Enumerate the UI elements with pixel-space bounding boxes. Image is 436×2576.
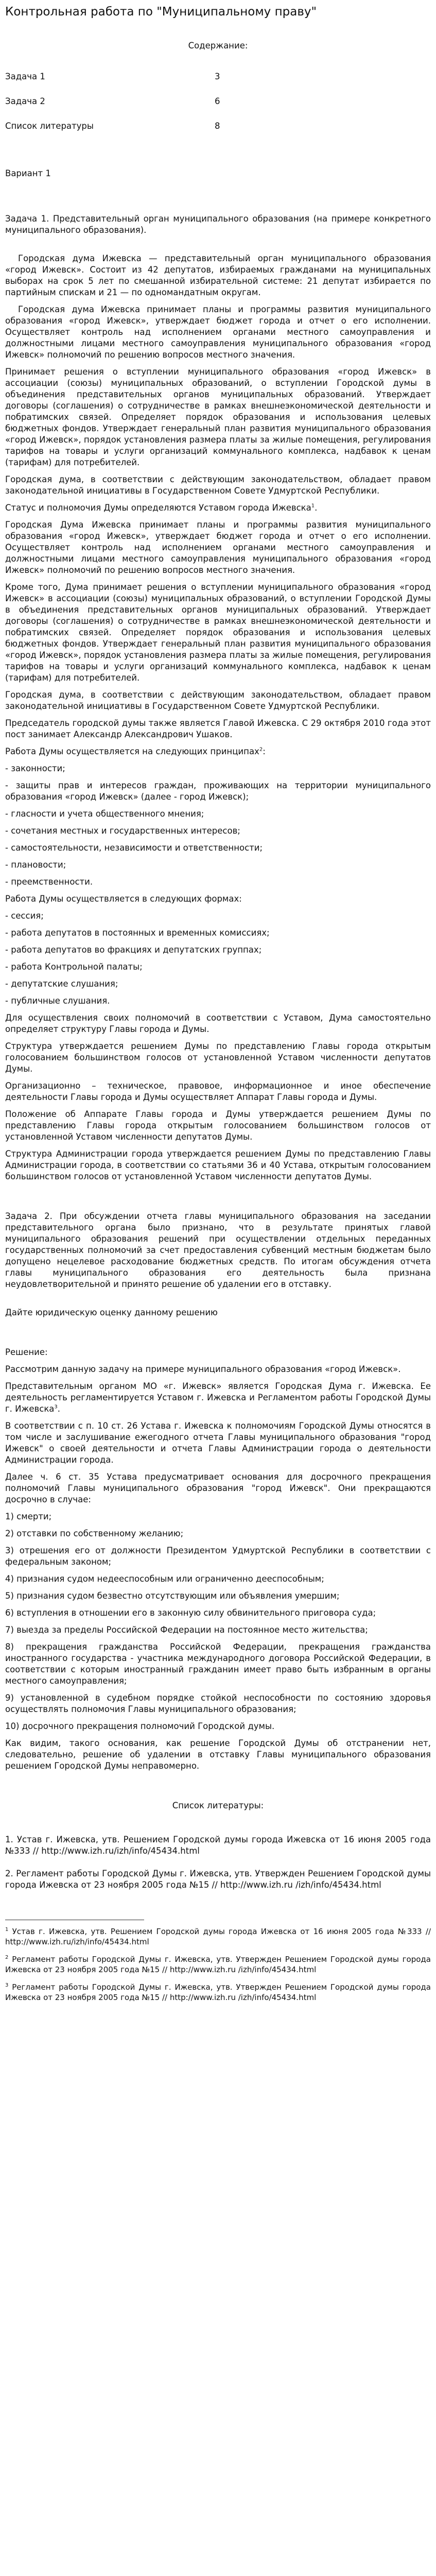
ground-item: 9) установленной в судебном порядке стойкой неспособности по состоянию здоровья осуществлять полномочия Главы муниципального образования; bbox=[5, 1693, 431, 1714]
task1-paragraph: Структура утверждается решением Думы по представлению Главы города открытым голосованием большинством голосов от установленной Уставом численности депутатов Думы. bbox=[5, 1041, 431, 1074]
principle-item: - защиты прав и интересов граждан, проживающих на территории муниципального образования «город Ижевск» (далее - город Ижевск); bbox=[5, 781, 431, 802]
footnote-number: 1 bbox=[5, 1927, 9, 1933]
ground-item: 1) смерти; bbox=[5, 1512, 52, 1521]
task1-statement: Задача 1. Представительный орган муниципального образования (на примере конкретного муниципального образования). bbox=[5, 214, 431, 235]
task1-paragraph: Принимает решения о вступлении муниципального образования «город Ижевск» в ассоциации (союзы) муниципальных образований, о вступлении Городской думы в объединения представительных органов муниципальных образований. Утверждает договоры (соглашения) о сотрудничестве в рамках внешнеэкономической деятельности и побратимских связей. Определяет порядок образования и использования целевых бюджетных фондов. Утверждает генеральный план развития муниципального образования «город Ижевск», порядок установления размера платы за жилые помещения, регулирования тарифов на товары и услуги организаций коммунального комплекса, надбавок к ценам (тарифам) для потребителей. bbox=[5, 367, 431, 467]
footnote bbox=[5, 1926, 431, 1947]
task1-paragraph: Городская дума Ижевска — представительный орган муниципального образования «город Ижевск». Состоит из 42 депутатов, избираемых гражданами на муниципальных выборах на срок 5 лет по смешанной избирательной системе: 21 депутат избирается по партийным спискам и 21 — по одномандатным округам. bbox=[5, 253, 431, 297]
ground-item: 7) выезда за пределы Российской Федерации на постоянное место жительства; bbox=[5, 1625, 368, 1635]
literature-heading: Список литературы: bbox=[172, 1801, 264, 1810]
footnote-number: 2 bbox=[5, 1955, 9, 1960]
task2-statement: Задача 2. При обсуждении отчета главы муниципального образования на заседании представительного органа было признано, что в результате принятых главой муниципального образования решений при осуществлении отдельных переданных государственных полномочий за счет предоставления субвенций местным бюджетам было допущено нецелевое расходование бюджетных средств. По итогам обсуждения отчета главы муниципального образования его деятельность была признана неудовлетворительной и принято решение об удалении его в отставку. bbox=[5, 1211, 431, 1289]
task2-paragraph: В соответствии с п. 10 ст. 26 Устава г. Ижевска к полномочиям Городской Думы относятся в том числе и заслушивание ежегодного отчета Главы муниципального образования "город Ижевск" о своей деятельности и отчета Главы Администрации города о деятельности Администрации города. bbox=[5, 1421, 431, 1465]
task2-paragraph-text: Представительным органом МО «г. Ижевск» является Городская Дума г. Ижевска. Ее деятельность регламентируется Уставом г. Ижевска и Регламентом работы Городской Думы г. Ижевска bbox=[5, 1381, 431, 1414]
task2-paragraph: Представительным органом МО «г. Ижевск» является Городская Дума г. Ижевска. Ее деятельность регламентируется Уставом г. Ижевска и Регламентом работы Городской Думы г. Ижевска$^3$. bbox=[5, 1381, 431, 1414]
task2-paragraph: Далее ч. 6 ст. 35 Устава предусматривает основания для досрочного прекращения полномочий Главы муниципального образования "город Ижевск". Они прекращаются досрочно в случае: bbox=[5, 1472, 431, 1504]
toc-row bbox=[5, 96, 431, 107]
toc-item-name: Список литературы bbox=[5, 121, 94, 131]
footnote-number: 3 bbox=[5, 1982, 9, 1988]
task1-paragraph: Положение об Аппарате Главы города и Думы утверждается решением Думы по представлению Главы города открытым голосованием большинством голосов от установленной Уставом численности депутатов Думы. bbox=[5, 1109, 431, 1142]
document-title: Контрольная работа по "Муниципальному праву" bbox=[5, 5, 317, 19]
task1-paragraph: Организационно – техническое, правовое, информационное и иное обеспечение деятельности Главы города и Думы осуществляет Аппарат Главы города и Думы. bbox=[5, 1081, 431, 1102]
ground-item: 5) признания судом безвестно отсутствующим или объявления умершим; bbox=[5, 1591, 340, 1601]
task1-paragraph-text: Статус и полномочия Думы определяются Уставом города Ижевска bbox=[5, 503, 311, 513]
task1-paragraph: Председатель городской думы также является Главой Ижевска. С 29 октября 2010 года этот пост занимает Александр Александрович Ушаков. bbox=[5, 718, 431, 739]
toc-row bbox=[5, 121, 431, 132]
task1-paragraph: Городская дума Ижевска принимает планы и программы развития муниципального образования «город Ижевск», утверждает бюджет города и отчет о его исполнении. Осуществляет контроль над исполнением органами местного самоуправления и должностными лицами местного самоуправления муниципального образования «город Ижевск» полномочий по решению вопросов местного значения. bbox=[5, 304, 431, 360]
form-item: - работа депутатов в постоянных и временных комиссиях; bbox=[5, 928, 270, 938]
task2-question: Дайте юридическую оценку данному решению bbox=[5, 1308, 218, 1317]
footnote-ref[interactable]: 2 bbox=[259, 747, 263, 753]
ground-item: 10) досрочного прекращения полномочий Городской думы. bbox=[5, 1721, 275, 1731]
literature-item: 2. Регламент работы Городской Думы г. Ижевска, утв. Утвержден Решением Городской думы города Ижевска от 23 ноября 2005 года №15 // http://www.izh.ru /izh/info/45434.html bbox=[5, 1869, 431, 1890]
principle-item: - преемственности. bbox=[5, 877, 93, 887]
task1-paragraph-text: Работа Думы осуществляется на следующих принципах bbox=[5, 747, 259, 756]
principle-item: - самостоятельности, независимости и ответственности; bbox=[5, 843, 263, 853]
footnote bbox=[5, 1982, 431, 2003]
toc-item-page: 3 bbox=[215, 72, 220, 81]
footnote-ref[interactable]: 3 bbox=[54, 1404, 58, 1410]
ground-item: 3) отрешения его от должности Президентом Удмуртской Республики в соответствии с федеральным законом; bbox=[5, 1546, 431, 1567]
forms-intro: Работа Думы осуществляется в следующих формах: bbox=[5, 894, 242, 904]
form-item: - сессия; bbox=[5, 911, 44, 921]
principle-item: - гласности и учета общественного мнения; bbox=[5, 809, 204, 819]
task1-paragraph: Городская дума, в соответствии с действующим законодательством, обладает правом законодательной инициативы в Государственном Совете Удмуртской Республики. bbox=[5, 474, 431, 496]
task1-paragraph: Структура Администрации города утверждается решением Думы по представлению Главы Администрации города, в соответствии со статьями 36 и 40 Устава, открытым голосованием большинством голосов от установленной Уставом численности депутатов Думы. bbox=[5, 1149, 431, 1181]
literature-item: 1. Устав г. Ижевска, утв. Решением Городской думы города Ижевска от 16 июня 2005 года №333 // http://www.izh.ru/izh/info/45434.html bbox=[5, 1835, 431, 1856]
document-page bbox=[0, 4, 436, 2003]
form-item: - депутатские слушания; bbox=[5, 979, 118, 989]
principle-item: - плановости; bbox=[5, 860, 66, 870]
footnote-text: Регламент работы Городской Думы г. Ижевска, утв. Утвержден Решением Городской думы города Ижевска от 23 ноября 2005 года №15 // http://www.izh.ru /izh/info/45434.html bbox=[5, 1955, 431, 1974]
principle-item: - законности; bbox=[5, 764, 65, 773]
toc-item-name: Задача 1 bbox=[5, 72, 45, 81]
task2-paragraph: Рассмотрим данную задачу на примере муниципального образования «город Ижевск». bbox=[5, 1364, 401, 1374]
toc-item-page: 6 bbox=[215, 96, 220, 106]
toc-item-page: 8 bbox=[215, 121, 220, 131]
toc-heading: Содержание: bbox=[188, 41, 248, 50]
task1-paragraph: Для осуществления своих полномочий в соответствии с Уставом, Дума самостоятельно определяет структуру Главы города и Думы. bbox=[5, 1013, 431, 1034]
ground-item: 2) отставки по собственному желанию; bbox=[5, 1529, 184, 1538]
footnote-text: Регламент работы Городской Думы г. Ижевска, утв. Утвержден Решением Городской думы города Ижевска от 23 ноября 2005 года №15 // http://www.izh.ru /izh/info/45434.html bbox=[5, 1982, 431, 2002]
principle-item: - сочетания местных и государственных интересов; bbox=[5, 826, 240, 836]
form-item: - работа депутатов во фракциях и депутатских группах; bbox=[5, 945, 262, 955]
task1-paragraph: Кроме того, Дума принимает решения о вступлении муниципального образования «город Ижевск» в ассоциации (союзы) муниципальных образований, о вступлении Городской Думы в объединения представительных органов муниципальных образований. Утверждает договоры (соглашения) о сотрудничестве в рамках внешнеэкономической деятельности и побратимских связей. Определяет порядок образования и использования целевых бюджетных фондов. Утверждает генеральный план развития муниципального образования «город Ижевск», порядок установления размера платы за жилые помещения, регулирования тарифов на товары и услуги организаций коммунального комплекса, надбавок к ценам (тарифам) для потребителей. bbox=[5, 582, 431, 683]
toc-item-name: Задача 2 bbox=[5, 96, 45, 106]
task2-conclusion: Как видим, такого основания, как решение Городской Думы об отстранении нет, следовательно, решение об удалении в отставку Главы муниципального образования решением Городской Думы неправомерно. bbox=[5, 1738, 431, 1771]
footnote-text: Устав г. Ижевска, утв. Решением Городской думы города Ижевска от 16 июня 2005 года №333 // http://www.izh.ru/izh/info/45434.html bbox=[5, 1927, 431, 1946]
task1-paragraph: Работа Думы осуществляется на следующих принципах$^2$: bbox=[5, 747, 266, 756]
ground-item: 4) признания судом недееспособным или ограниченно дееспособным; bbox=[5, 1574, 324, 1584]
toc-row bbox=[5, 71, 431, 82]
variant-heading: Вариант 1 bbox=[5, 168, 51, 178]
solution-label: Решение: bbox=[5, 1347, 48, 1357]
ground-item: 8) прекращения гражданства Российской Федерации, прекращения гражданства иностранного государства - участника международного договора Российской Федерации, в соответствии с которым иностранный гражданин имеет право быть избранным в органы местного самоуправления; bbox=[5, 1642, 431, 1686]
ground-item: 6) вступления в отношении его в законную силу обвинительного приговора суда; bbox=[5, 1608, 376, 1618]
task1-paragraph: Городская дума, в соответствии с действующим законодательством, обладает правом законодательной инициативы в Государственном Совете Удмуртской Республики. bbox=[5, 690, 431, 711]
form-item: - публичные слушания. bbox=[5, 996, 110, 1006]
task1-paragraph: Городская Дума Ижевска принимает планы и программы развития муниципального образования «город Ижевск», утверждает бюджет города и отчет о его исполнении. Осуществляет контроль над исполнением органами местного самоуправления и должностными лицами местного самоуправления муниципального образования «город Ижевск» полномочий по решению вопросов местного значения. bbox=[5, 520, 431, 575]
footnote bbox=[5, 1954, 431, 1975]
task1-paragraph: Статус и полномочия Думы определяются Уставом города Ижевска$^1$. bbox=[5, 503, 318, 513]
table-of-contents bbox=[5, 71, 431, 132]
footnote-ref[interactable]: 1 bbox=[311, 503, 315, 509]
form-item: - работа Контрольной палаты; bbox=[5, 962, 143, 972]
